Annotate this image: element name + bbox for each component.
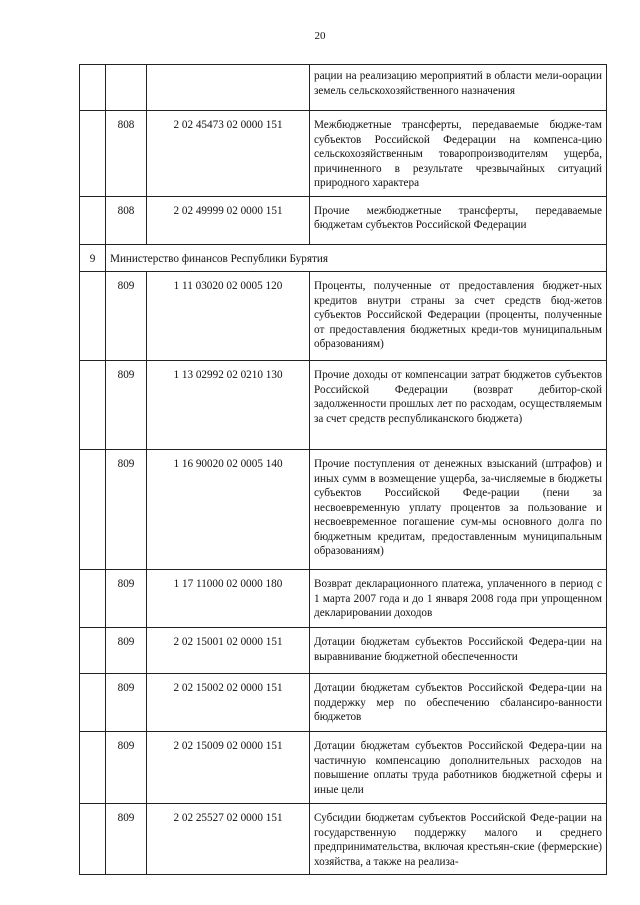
table-row — [80, 732, 607, 804]
cell-revenue-name: Межбюджетные трансферты, передаваемые бюдже-там субъектов Российской Федерации на компенса-цию сельскохозяйственным товаропроизводителям ущерба, причиненного в результате чрезвычайных ситуаций природного характера — [310, 111, 607, 197]
cell-budget-code: 2 02 45473 02 0000 151 — [147, 111, 310, 197]
cell-budget-code: 2 02 25527 02 0000 151 — [147, 804, 310, 875]
cell-budget-code: 2 02 15002 02 0000 151 — [147, 674, 310, 732]
table-row — [80, 804, 607, 875]
cell-number — [80, 804, 106, 875]
cell-revenue-name: Дотации бюджетам субъектов Российской Федера-ции на частичную компенсацию дополнительных расходов на повышение оплаты труда работников бюджетной сферы и иные цели — [310, 732, 607, 804]
cell-budget-code: 1 11 03020 02 0005 120 — [147, 272, 310, 361]
table-row — [80, 361, 607, 450]
cell-number — [80, 570, 106, 628]
cell-budget-code: 1 13 02992 02 0210 130 — [147, 361, 310, 450]
cell-budget-code: 1 17 11000 02 0000 180 — [147, 570, 310, 628]
cell-revenue-name: Дотации бюджетам субъектов Российской Федера-ции на поддержку мер по обеспечению сбалансиро-ванности бюджетов — [310, 674, 607, 732]
cell-admin-code: 809 — [106, 361, 147, 450]
cell-number — [80, 732, 106, 804]
cell-admin-code: 808 — [106, 196, 147, 244]
cell-admin-code: 809 — [106, 570, 147, 628]
revenue-code-table — [79, 64, 607, 875]
table-row — [80, 674, 607, 732]
cell-revenue-name: Дотации бюджетам субъектов Российской Федера-ции на выравнивание бюджетной обеспеченности — [310, 628, 607, 674]
section-title: Министерство финансов Республики Бурятия — [106, 244, 607, 272]
cell-revenue-name: Проценты, полученные от предоставления бюджет-ных кредитов внутри страны за счет средств бюд-жетов субъектов Российской Федерации (проценты, полученные от предоставления бюджетных креди-тов муниципальным образованиям) — [310, 272, 607, 361]
cell-admin-code — [106, 65, 147, 111]
cell-budget-code: 2 02 15001 02 0000 151 — [147, 628, 310, 674]
cell-budget-code — [147, 65, 310, 111]
cell-revenue-name: Прочие поступления от денежных взысканий (штрафов) и иных сумм в возмещение ущерба, за-числяемые в бюджеты субъектов Российской Феде-рации (пени за несвоевременную уплату процентов за пользование и несвоевременное погашение сум-мы основного долга по бюджетным кредитам, предоставленным муниципальным образованиям) — [310, 450, 607, 570]
cell-budget-code: 1 16 90020 02 0005 140 — [147, 450, 310, 570]
page-number: 20 — [314, 30, 326, 42]
section-header-row — [80, 244, 607, 272]
cell-number — [80, 628, 106, 674]
table-row — [80, 272, 607, 361]
table-row — [80, 570, 607, 628]
cell-budget-code: 2 02 49999 02 0000 151 — [147, 196, 310, 244]
cell-number — [80, 196, 106, 244]
cell-admin-code: 809 — [106, 272, 147, 361]
table-row — [80, 65, 607, 111]
cell-number — [80, 111, 106, 197]
cell-admin-code: 809 — [106, 450, 147, 570]
cell-admin-code: 809 — [106, 804, 147, 875]
table-row — [80, 628, 607, 674]
table-row — [80, 450, 607, 570]
cell-number: 9 — [80, 244, 106, 272]
cell-number — [80, 272, 106, 361]
cell-revenue-name: Субсидии бюджетам субъектов Российской Феде-рации на государственную поддержку малого и среднего предпринимательства, включая крестьян-ские (фермерские) хозяйства, а также на реализа- — [310, 804, 607, 875]
cell-revenue-name: рации на реализацию мероприятий в области мели-оорации земель сельскохозяйственного назначения — [310, 65, 607, 111]
cell-number — [80, 674, 106, 732]
cell-number — [80, 65, 106, 111]
cell-admin-code: 809 — [106, 732, 147, 804]
cell-admin-code: 809 — [106, 674, 147, 732]
table-body — [80, 65, 607, 875]
cell-budget-code: 2 02 15009 02 0000 151 — [147, 732, 310, 804]
cell-revenue-name: Прочие межбюджетные трансферты, передаваемые бюджетам субъектов Российской Федерации — [310, 196, 607, 244]
cell-admin-code: 809 — [106, 628, 147, 674]
cell-revenue-name: Прочие доходы от компенсации затрат бюджетов субъектов Российской Федерации (возврат дебитор-ской задолженности прошлых лет по расходам, осуществляемым за счет средств республиканского бюджета) — [310, 361, 607, 450]
cell-admin-code: 808 — [106, 111, 147, 197]
table-row — [80, 196, 607, 244]
cell-revenue-name: Возврат декларационного платежа, уплаченного в период с 1 марта 2007 года и до 1 января 2008 года при упрощенном декларировании доходов — [310, 570, 607, 628]
table-row — [80, 111, 607, 197]
cell-number — [80, 361, 106, 450]
cell-number — [80, 450, 106, 570]
